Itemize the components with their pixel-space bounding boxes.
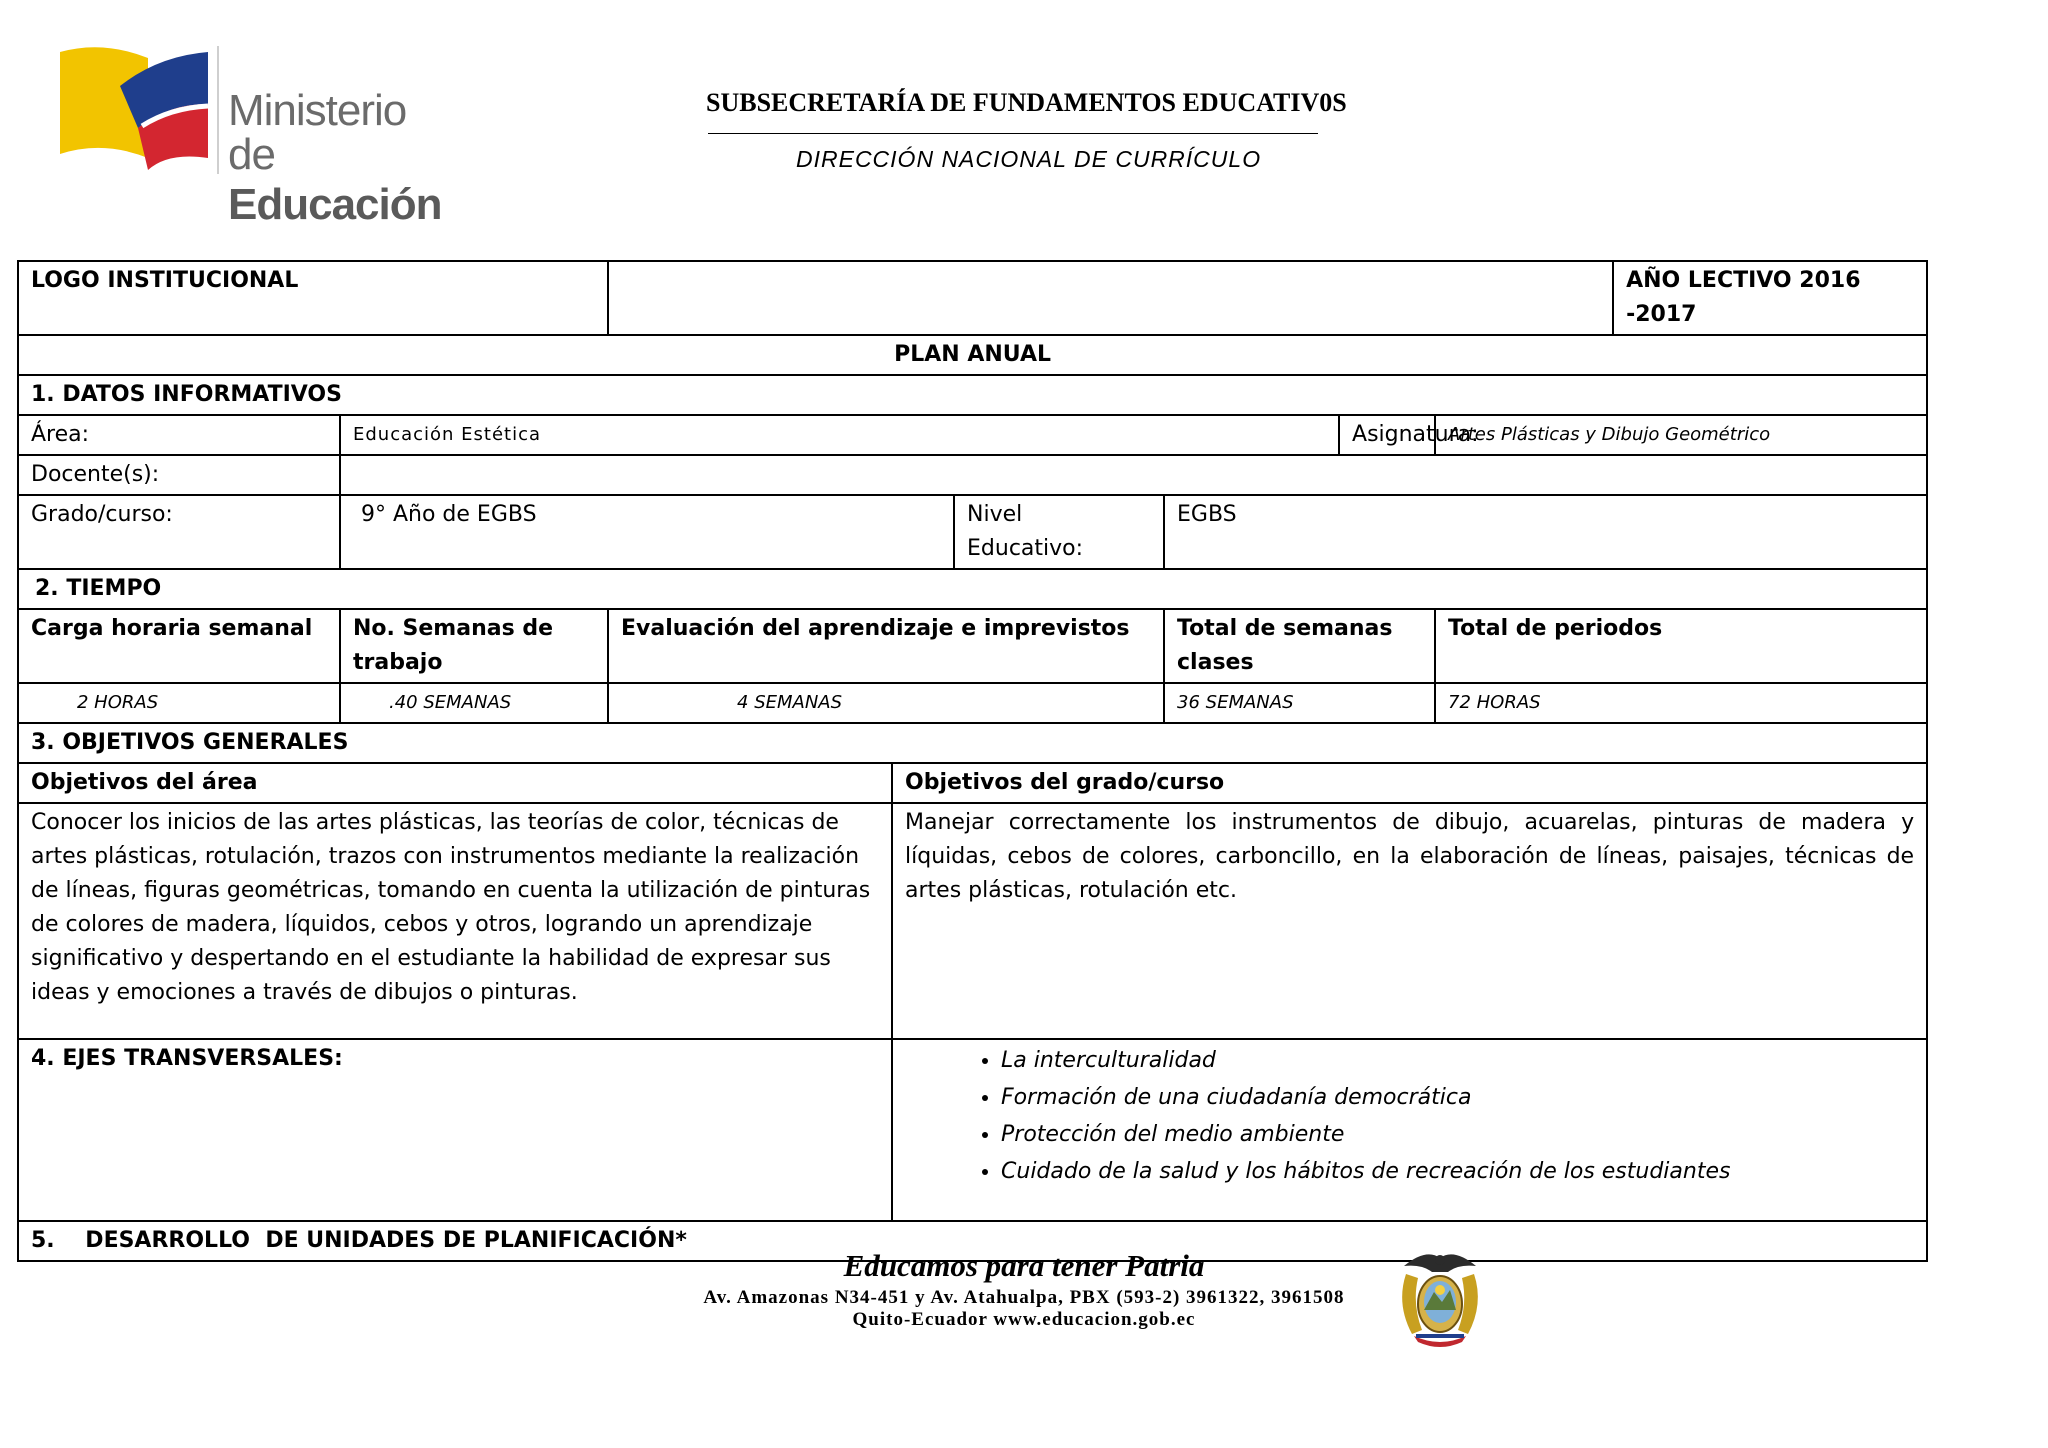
logo-institucional-cell: LOGO INSTITUCIONAL — [18, 261, 608, 335]
plan-anual-title: PLAN ANUAL — [18, 335, 1927, 375]
nivel-educativo-value: EGBS — [1164, 495, 1927, 569]
list-item: • Formación de una ciudadanía democrática — [1001, 1079, 1914, 1116]
list-item: • La interculturalidad — [1001, 1042, 1914, 1079]
footer-address: Av. Amazonas N34-451 y Av. Atahualpa, PBX (593-2) 3961322, 3961508 — [703, 1287, 1345, 1308]
subsecretaria-title: SUBSECRETARÍA DE FUNDAMENTOS EDUCATIV0S — [706, 88, 1347, 117]
table-row — [18, 683, 1927, 723]
tiempo-value-semanas: .40 SEMANAS — [340, 683, 608, 723]
objetivos-area-header: Objetivos del área — [18, 763, 892, 803]
table-row — [18, 763, 1927, 803]
table-row — [18, 609, 1927, 683]
grado-value: 9° Año de EGBS — [340, 495, 954, 569]
ministerio-logo — [58, 46, 478, 229]
direccion-subtitle: DIRECCIÓN NACIONAL DE CURRÍCULO — [796, 146, 1262, 172]
table-row — [18, 1039, 1927, 1221]
docente-value — [340, 455, 1927, 495]
objetivos-grado-text: Manejar correctamente los instrumentos de dibujo, acuarelas, pinturas de madera y líquidas, cebos de colores, carboncillo, en la elaboración de líneas, paisajes, técnicas de artes plásticas, rotulación etc. — [892, 803, 1927, 1039]
grado-label: Grado/curso: — [18, 495, 340, 569]
tiempo-value-evaluacion: 4 SEMANAS — [608, 683, 1164, 723]
table-row — [18, 723, 1927, 763]
area-value: Educación Estética — [340, 415, 1339, 455]
section-ejes-transversales: 4. EJES TRANSVERSALES: — [18, 1039, 892, 1221]
asignatura-value: Artes Plásticas y Dibujo Geométrico — [1435, 415, 1927, 455]
ecuador-coat-of-arms-icon — [1396, 1244, 1484, 1350]
objetivos-area-text: Conocer los inicios de las artes plásticas, las teorías de color, técnicas de artes plásticas, rotulación, trazos con instrumentos mediante la realización de líneas, figuras geométricas, tomando en cuenta la utilización de pinturas de colores de madera, líquidos, cebos y otros, logrando un aprendizaje significativo y despertando en el estudiante la habilidad de expresar sus ideas y emociones a través de dibujos o pinturas. — [18, 803, 892, 1039]
footer-lema: Educamos para tener Patria — [843, 1248, 1205, 1283]
objetivos-grado-header: Objetivos del grado/curso — [892, 763, 1927, 803]
list-item: • Cuidado de la salud y los hábitos de recreación de los estudiantes — [1001, 1153, 1914, 1190]
table-row — [18, 455, 1927, 495]
anio-lectivo-cell: AÑO LECTIVO 2016 -2017 — [1613, 261, 1927, 335]
header-divider — [708, 133, 1318, 134]
list-item: • Protección del medio ambiente — [1001, 1116, 1914, 1153]
table-row — [18, 495, 1927, 569]
table-row — [18, 335, 1927, 375]
tiempo-header-semanas: No. Semanas de trabajo — [340, 609, 608, 683]
table-row — [18, 803, 1927, 1039]
flag-book-icon — [58, 46, 228, 176]
logo-text-educacion: de Educación — [228, 130, 442, 229]
plan-anual-table — [17, 260, 1928, 1262]
logo-text-ministerio: Ministerio — [228, 86, 407, 135]
tiempo-header-evaluacion: Evaluación del aprendizaje e imprevistos — [608, 609, 1164, 683]
tiempo-header-carga: Carga horaria semanal — [18, 609, 340, 683]
table-row — [18, 261, 1927, 335]
section-datos-informativos: 1. DATOS INFORMATIVOS — [18, 375, 1927, 415]
institution-name-cell — [608, 261, 1613, 335]
table-row — [18, 375, 1927, 415]
ejes-list — [905, 1042, 1914, 1190]
tiempo-header-total-semanas: Total de semanas clases — [1164, 609, 1435, 683]
table-row — [18, 569, 1927, 609]
footer-city-web: Quito-Ecuador www.educacion.gob.ec — [852, 1309, 1196, 1330]
docente-label: Docente(s): — [18, 455, 340, 495]
tiempo-value-total-periodos: 72 HORAS — [1435, 683, 1927, 723]
area-label: Área: — [18, 415, 340, 455]
table-row — [18, 415, 1927, 455]
asignatura-label: Asignatura: — [1339, 415, 1435, 455]
ejes-list-cell — [892, 1039, 1927, 1221]
section-tiempo: 2. TIEMPO — [18, 569, 1927, 609]
tiempo-value-carga: 2 HORAS — [18, 683, 340, 723]
nivel-educativo-label: Nivel Educativo: — [954, 495, 1164, 569]
section-objetivos-generales: 3. OBJETIVOS GENERALES — [18, 723, 1927, 763]
section-desarrollo-unidades: 5. DESARROLLO DE UNIDADES DE PLANIFICACIÓN* — [18, 1221, 1927, 1261]
tiempo-header-total-periodos: Total de periodos — [1435, 609, 1927, 683]
tiempo-value-total-semanas: 36 SEMANAS — [1164, 683, 1435, 723]
